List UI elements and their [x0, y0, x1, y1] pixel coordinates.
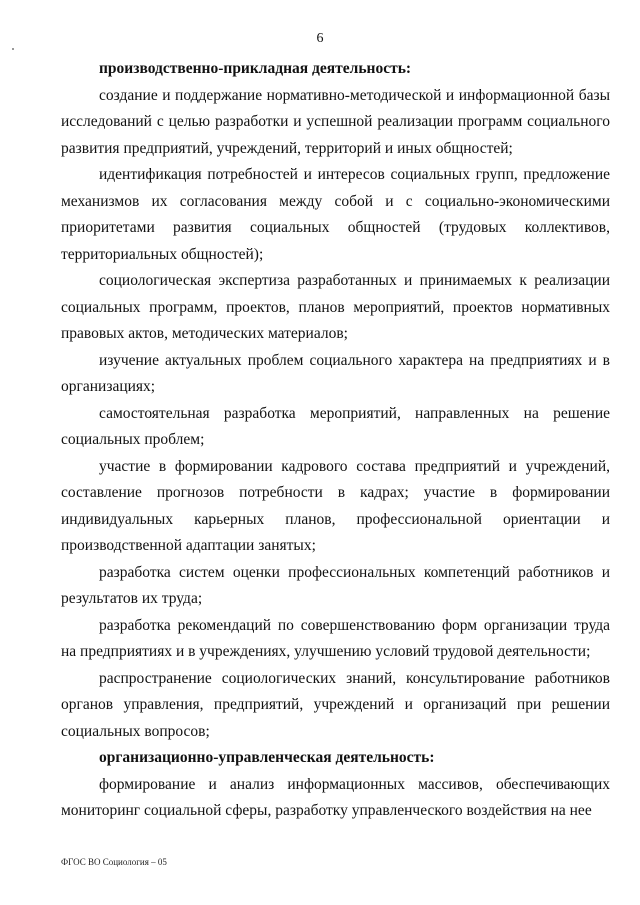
page-number: 6 [316, 31, 324, 46]
paragraph: разработка рекомендаций по совершенствованию форм организации труда на предприятиях и в учреждениях, улучшению условий трудовой деятельности; [61, 616, 610, 660]
paragraph: социологическая экспертиза разработанных и принимаемых к реализации социальных программ, проектов, планов мероприятий, проектов нормативных правовых актов, методических материалов; [61, 272, 610, 342]
paragraph: создание и поддержание нормативно-методической и информационной базы исследований с целью разработки и успешной реализации программ социального развития предприятий, учреждений, территорий и иных общностей; [61, 86, 610, 157]
page-content [61, 56, 610, 825]
paragraph: распространение социологических знаний, консультирование работников органов управления, предприятий, учреждений и организаций при решении социальных вопросов; [61, 669, 610, 740]
section-heading-production: производственно-прикладная деятельность: [99, 60, 412, 77]
paragraph: изучение актуальных проблем социального характера на предприятиях и в организациях; [61, 351, 610, 395]
paragraph: формирование и анализ информационных массивов, обеспечивающих мониторинг социальной сферы, разработку управленческого воздействия на нее [61, 775, 610, 819]
page-footer: ФГОС ВО Социология – 05 [61, 857, 167, 867]
section-heading-management: организационно-управленческая деятельность: [99, 749, 435, 766]
paragraph: разработка систем оценки профессиональных компетенций работников и результатов их труда; [61, 563, 610, 607]
paragraph: участие в формировании кадрового состава предприятий и учреждений, составление прогнозов потребности в кадрах; участие в формировании индивидуальных карьерных планов, профессиональной ориентации и производственной адаптации занятых; [61, 457, 610, 554]
scan-mark [12, 48, 14, 50]
paragraph: самостоятельная разработка мероприятий, направленных на решение социальных проблем; [61, 404, 610, 448]
paragraph: идентификация потребностей и интересов социальных групп, предложение механизмов их согласования между собой и с социально-экономическими приоритетами развития социальных общностей (трудовых коллективов, территориальных общностей); [61, 166, 610, 263]
